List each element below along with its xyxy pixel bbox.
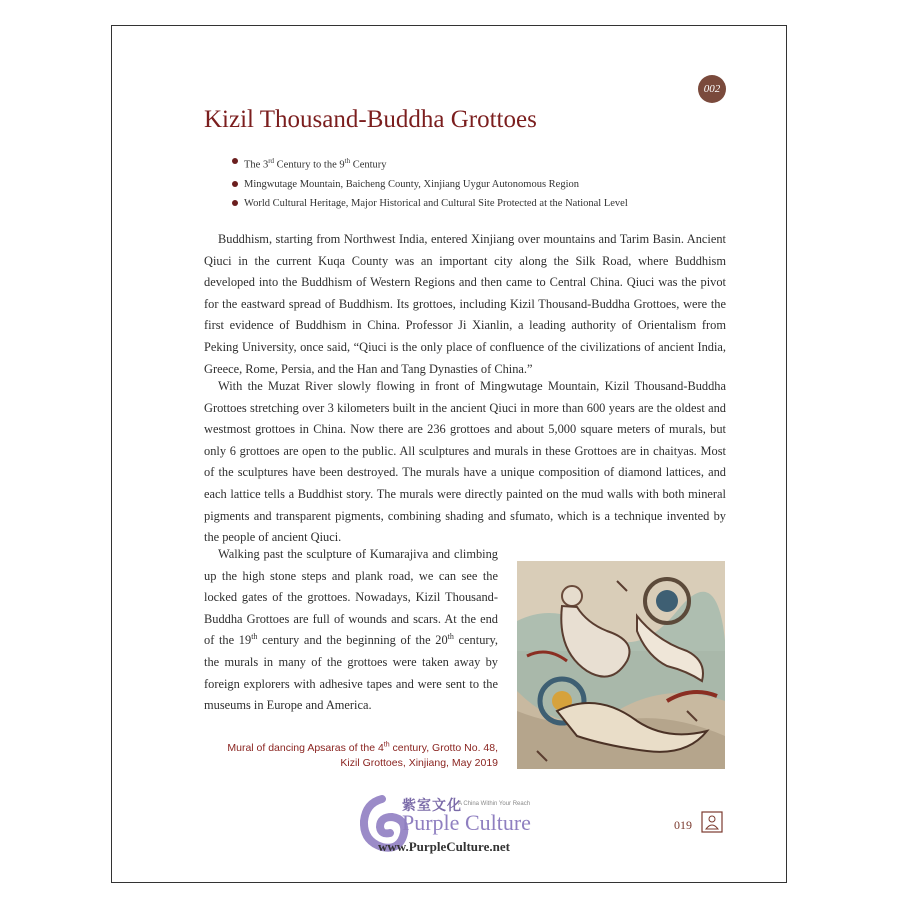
body-paragraph-1: Buddhism, starting from Northwest India, entered Xinjiang over mountains and Tarim Basin. Ancient Qiuci in the current Kuqa County was an important city along the Silk Road, where Buddhism developed into the Buddhism of Western Regions and then came to Central China. Qiuci was the pivot for the eastward spread of Buddhism. Its grottoes, including Kizil Thousand-Buddha Grottoes, were the first evidence of Buddhism in China. Professor Ji Xianlin, a leading authority of Orientalism from Peking University, once said, “Qiuci is the only place of confluence of the civilizations of ancient India, Greece, Rome, Persia, and the Han and Tang Dynasties of China.” [204,232,726,376]
watermark-url: www.PurpleCulture.net [378,839,510,854]
fact-period: The 3rd Century to the 9th Century [232,152,628,175]
watermark-tagline: A China Within Your Reach [458,801,531,807]
fact-status: World Cultural Heritage, Major Historical and Cultural Site Protected at the National Level [232,194,628,213]
body-paragraph-3: Walking past the sculpture of Kumarajiva and climbing up the high stone steps and plank road, we can see the locked gates of the grottoes. Nowadays, Kizil Thousand-Buddha Grottoes are full of wounds and scars. At the end of the 19th century and the beginning of the 20th century, the murals in many of the grottoes were taken away by foreign explorers with adhesive tapes and were sent to the museums in Europe and America. [204,547,499,713]
body-paragraph-2: With the Muzat River slowly flowing in front of Mingwutage Mountain, Kizil Thousand-Buddha Grottoes stretching over 3 kilometers built in the ancient Qiuci in more than 600 years are the oldest and westmost grottoes in China. Now there are 236 grottoes and about 5,000 square meters of murals, but only 6 grottoes are open to the public. All sculptures and murals in these Grottoes are in chaityas. Most of the sculptures have been destroyed. The murals have a unique composition of diamond lattices, and each lattice tells a Buddhist story. The murals were directly painted on the mud walls with both mineral pigments and transparent pigments, combining shading and sfumato, which is a technique invented by the people of ancient Qiuci. [204,379,726,545]
fact-list [232,152,628,213]
watermark-brand-name: Purple Culture [402,810,531,835]
fact-location: Mingwutage Mountain, Baicheng County, Xinjiang Uygur Autonomous Region [232,175,628,194]
apsaras-mural-photo [517,561,725,769]
watermark-chinese-name: 紫室文化 [402,799,462,814]
page-number: 019 [674,818,692,832]
chapter-number-badge: 002 [698,75,726,103]
page-title: Kizil Thousand-Buddha Grottoes [204,106,537,133]
buddha-emblem-icon [701,811,723,833]
photo-caption: Mural of dancing Apsaras of the 4th century, Grotto No. 48, Kizil Grottoes, Xinjiang, May 2019 [227,741,498,769]
